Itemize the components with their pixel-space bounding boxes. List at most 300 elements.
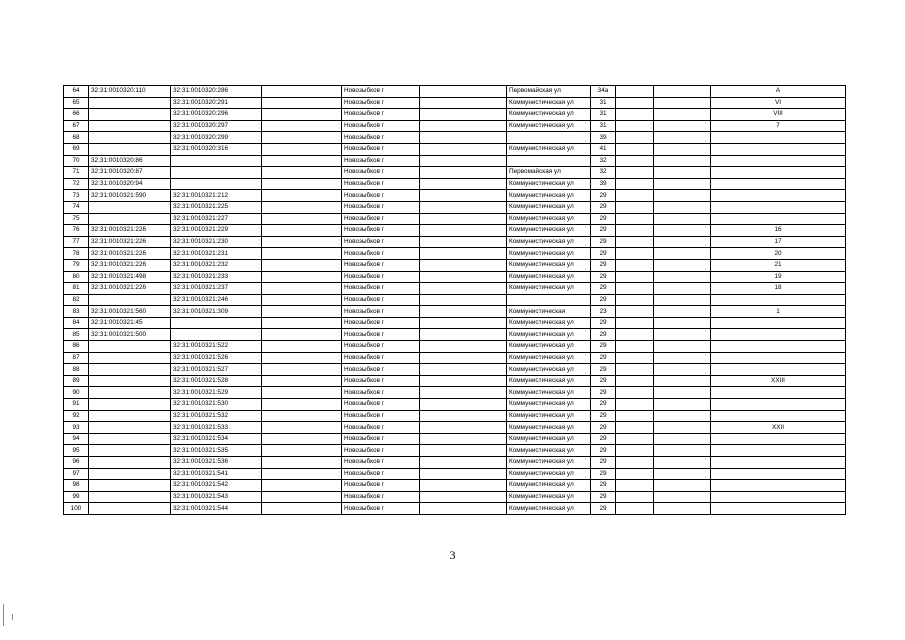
empty-cell bbox=[420, 503, 507, 515]
table-row bbox=[64, 364, 846, 376]
street-cell: Коммунистическая ул bbox=[507, 364, 591, 376]
empty-cell bbox=[616, 399, 654, 411]
house-number-cell: 29 bbox=[591, 271, 616, 283]
letter-cell bbox=[711, 433, 846, 445]
scan-edge-mark bbox=[3, 604, 4, 626]
empty-cell bbox=[420, 167, 507, 179]
city-cell: Новозыбков г bbox=[342, 306, 420, 318]
empty-cell bbox=[616, 445, 654, 457]
empty-cell bbox=[262, 86, 342, 98]
street-cell: Коммунистическая ул bbox=[507, 225, 591, 237]
house-number-cell: 34а bbox=[591, 86, 616, 98]
letter-cell: А bbox=[711, 86, 846, 98]
letter-cell: 1 bbox=[711, 306, 846, 318]
empty-cell bbox=[262, 329, 342, 341]
row-number-cell: 82 bbox=[64, 294, 89, 306]
empty-cell bbox=[262, 97, 342, 109]
street-cell: Коммунистическая ул bbox=[507, 271, 591, 283]
empty-cell bbox=[654, 410, 711, 422]
city-cell: Новозыбков г bbox=[342, 97, 420, 109]
empty-cell bbox=[420, 178, 507, 190]
empty-cell bbox=[420, 132, 507, 144]
street-cell: Коммунистическая ул bbox=[507, 97, 591, 109]
empty-cell bbox=[420, 190, 507, 202]
parcel-cadastral-number-cell bbox=[89, 468, 171, 480]
table-row bbox=[64, 457, 846, 469]
city-cell: Новозыбков г bbox=[342, 109, 420, 121]
street-cell bbox=[507, 155, 591, 167]
row-number-cell: 83 bbox=[64, 306, 89, 318]
letter-cell bbox=[711, 410, 846, 422]
empty-cell bbox=[616, 387, 654, 399]
empty-cell bbox=[654, 294, 711, 306]
building-cadastral-number-cell: 32:31:0010320:296 bbox=[171, 109, 262, 121]
letter-cell bbox=[711, 341, 846, 353]
city-cell: Новозыбков г bbox=[342, 155, 420, 167]
city-cell: Новозыбков г bbox=[342, 190, 420, 202]
empty-cell bbox=[654, 491, 711, 503]
street-cell: Коммунистическая ул bbox=[507, 329, 591, 341]
row-number-cell: 73 bbox=[64, 190, 89, 202]
table-row bbox=[64, 283, 846, 295]
street-cell: Коммунистическая ул bbox=[507, 457, 591, 469]
building-cadastral-number-cell: 32:31:0010321:544 bbox=[171, 503, 262, 515]
empty-cell bbox=[616, 213, 654, 225]
empty-cell bbox=[654, 213, 711, 225]
empty-cell bbox=[262, 364, 342, 376]
empty-cell bbox=[616, 86, 654, 98]
empty-cell bbox=[420, 109, 507, 121]
empty-cell bbox=[654, 190, 711, 202]
letter-cell: 21 bbox=[711, 259, 846, 271]
city-cell: Новозыбков г bbox=[342, 457, 420, 469]
row-number-cell: 99 bbox=[64, 491, 89, 503]
building-cadastral-number-cell: 32:31:0010321:229 bbox=[171, 225, 262, 237]
empty-cell bbox=[616, 306, 654, 318]
table-row bbox=[64, 433, 846, 445]
empty-cell bbox=[616, 283, 654, 295]
empty-cell bbox=[262, 259, 342, 271]
street-cell: Коммунистическая ул bbox=[507, 178, 591, 190]
building-cadastral-number-cell: 32:31:0010321:532 bbox=[171, 410, 262, 422]
house-number-cell: 29 bbox=[591, 375, 616, 387]
row-number-cell: 94 bbox=[64, 433, 89, 445]
letter-cell bbox=[711, 364, 846, 376]
letter-cell bbox=[711, 178, 846, 190]
empty-cell bbox=[420, 213, 507, 225]
empty-cell bbox=[262, 236, 342, 248]
city-cell: Новозыбков г bbox=[342, 167, 420, 179]
street-cell: Коммунистическая ул bbox=[507, 341, 591, 353]
table-row bbox=[64, 190, 846, 202]
street-cell: Коммунистическая ул bbox=[507, 491, 591, 503]
city-cell: Новозыбков г bbox=[342, 329, 420, 341]
empty-cell bbox=[654, 201, 711, 213]
letter-cell bbox=[711, 480, 846, 492]
house-number-cell: 29 bbox=[591, 329, 616, 341]
house-number-cell: 41 bbox=[591, 143, 616, 155]
empty-cell bbox=[654, 259, 711, 271]
empty-cell bbox=[616, 364, 654, 376]
registry-table-body bbox=[64, 86, 846, 515]
empty-cell bbox=[654, 375, 711, 387]
letter-cell bbox=[711, 468, 846, 480]
empty-cell bbox=[262, 399, 342, 411]
parcel-cadastral-number-cell bbox=[89, 352, 171, 364]
house-number-cell: 29 bbox=[591, 248, 616, 260]
row-number-cell: 71 bbox=[64, 167, 89, 179]
empty-cell bbox=[420, 317, 507, 329]
building-cadastral-number-cell: 32:31:0010321:534 bbox=[171, 433, 262, 445]
city-cell: Новозыбков г bbox=[342, 422, 420, 434]
table-row bbox=[64, 225, 846, 237]
empty-cell bbox=[262, 271, 342, 283]
table-row bbox=[64, 248, 846, 260]
letter-cell bbox=[711, 294, 846, 306]
empty-cell bbox=[616, 480, 654, 492]
empty-cell bbox=[654, 86, 711, 98]
letter-cell bbox=[711, 445, 846, 457]
table-row bbox=[64, 271, 846, 283]
parcel-cadastral-number-cell: 32:31:0010320:94 bbox=[89, 178, 171, 190]
row-number-cell: 79 bbox=[64, 259, 89, 271]
empty-cell bbox=[420, 225, 507, 237]
empty-cell bbox=[420, 364, 507, 376]
empty-cell bbox=[420, 433, 507, 445]
row-number-cell: 64 bbox=[64, 86, 89, 98]
letter-cell bbox=[711, 387, 846, 399]
empty-cell bbox=[616, 155, 654, 167]
letter-cell: XXIII bbox=[711, 375, 846, 387]
empty-cell bbox=[420, 294, 507, 306]
letter-cell bbox=[711, 329, 846, 341]
letter-cell bbox=[711, 399, 846, 411]
row-number-cell: 96 bbox=[64, 457, 89, 469]
city-cell: Новозыбков г bbox=[342, 283, 420, 295]
empty-cell bbox=[654, 387, 711, 399]
table-row bbox=[64, 120, 846, 132]
parcel-cadastral-number-cell bbox=[89, 445, 171, 457]
row-number-cell: 76 bbox=[64, 225, 89, 237]
table-row bbox=[64, 445, 846, 457]
street-cell: Коммунистическая ул bbox=[507, 503, 591, 515]
empty-cell bbox=[654, 480, 711, 492]
empty-cell bbox=[654, 433, 711, 445]
empty-cell bbox=[654, 248, 711, 260]
building-cadastral-number-cell: 32:31:0010321:535 bbox=[171, 445, 262, 457]
house-number-cell: 29 bbox=[591, 352, 616, 364]
empty-cell bbox=[262, 201, 342, 213]
empty-cell bbox=[654, 143, 711, 155]
city-cell: Новозыбков г bbox=[342, 294, 420, 306]
parcel-cadastral-number-cell: 32:31:0010321:226 bbox=[89, 259, 171, 271]
table-row bbox=[64, 306, 846, 318]
letter-cell bbox=[711, 190, 846, 202]
parcel-cadastral-number-cell: 32:31:0010321:500 bbox=[89, 329, 171, 341]
empty-cell bbox=[616, 503, 654, 515]
letter-cell: VIII bbox=[711, 109, 846, 121]
letter-cell: 16 bbox=[711, 225, 846, 237]
house-number-cell: 29 bbox=[591, 190, 616, 202]
parcel-cadastral-number-cell: 32:31:0010320:110 bbox=[89, 86, 171, 98]
row-number-cell: 70 bbox=[64, 155, 89, 167]
parcel-cadastral-number-cell: 32:31:0010320:86 bbox=[89, 155, 171, 167]
building-cadastral-number-cell: 32:31:0010321:530 bbox=[171, 399, 262, 411]
empty-cell bbox=[262, 503, 342, 515]
empty-cell bbox=[262, 468, 342, 480]
row-number-cell: 89 bbox=[64, 375, 89, 387]
row-number-cell: 88 bbox=[64, 364, 89, 376]
letter-cell bbox=[711, 132, 846, 144]
empty-cell bbox=[616, 201, 654, 213]
table-row bbox=[64, 480, 846, 492]
house-number-cell: 29 bbox=[591, 480, 616, 492]
parcel-cadastral-number-cell: 32:31:0010321:226 bbox=[89, 236, 171, 248]
city-cell: Новозыбков г bbox=[342, 143, 420, 155]
street-cell bbox=[507, 294, 591, 306]
empty-cell bbox=[654, 317, 711, 329]
registry-table bbox=[63, 85, 846, 515]
parcel-cadastral-number-cell bbox=[89, 132, 171, 144]
empty-cell bbox=[420, 201, 507, 213]
letter-cell: 7 bbox=[711, 120, 846, 132]
city-cell: Новозыбков г bbox=[342, 317, 420, 329]
row-number-cell: 84 bbox=[64, 317, 89, 329]
table-row bbox=[64, 109, 846, 121]
city-cell: Новозыбков г bbox=[342, 445, 420, 457]
empty-cell bbox=[654, 236, 711, 248]
empty-cell bbox=[262, 225, 342, 237]
empty-cell bbox=[420, 329, 507, 341]
letter-cell bbox=[711, 503, 846, 515]
parcel-cadastral-number-cell bbox=[89, 109, 171, 121]
parcel-cadastral-number-cell bbox=[89, 143, 171, 155]
street-cell: Коммунистическая ул bbox=[507, 410, 591, 422]
row-number-cell: 66 bbox=[64, 109, 89, 121]
house-number-cell: 29 bbox=[591, 283, 616, 295]
parcel-cadastral-number-cell bbox=[89, 120, 171, 132]
building-cadastral-number-cell: 32:31:0010321:529 bbox=[171, 387, 262, 399]
building-cadastral-number-cell: 32:31:0010321:227 bbox=[171, 213, 262, 225]
house-number-cell: 32 bbox=[591, 167, 616, 179]
empty-cell bbox=[262, 120, 342, 132]
house-number-cell: 29 bbox=[591, 468, 616, 480]
empty-cell bbox=[616, 167, 654, 179]
empty-cell bbox=[654, 271, 711, 283]
letter-cell: 18 bbox=[711, 283, 846, 295]
city-cell: Новозыбков г bbox=[342, 410, 420, 422]
empty-cell bbox=[262, 143, 342, 155]
city-cell: Новозыбков г bbox=[342, 375, 420, 387]
empty-cell bbox=[420, 341, 507, 353]
city-cell: Новозыбков г bbox=[342, 225, 420, 237]
city-cell: Новозыбков г bbox=[342, 480, 420, 492]
table-row bbox=[64, 375, 846, 387]
building-cadastral-number-cell: 32:31:0010321:225 bbox=[171, 201, 262, 213]
street-cell: Коммунистическая ул bbox=[507, 248, 591, 260]
city-cell: Новозыбков г bbox=[342, 387, 420, 399]
street-cell: Коммунистическая ул bbox=[507, 387, 591, 399]
row-number-cell: 90 bbox=[64, 387, 89, 399]
empty-cell bbox=[654, 457, 711, 469]
letter-cell: XXII bbox=[711, 422, 846, 434]
street-cell: Коммунистическая ул bbox=[507, 143, 591, 155]
empty-cell bbox=[616, 271, 654, 283]
empty-cell bbox=[262, 132, 342, 144]
empty-cell bbox=[616, 236, 654, 248]
parcel-cadastral-number-cell bbox=[89, 422, 171, 434]
building-cadastral-number-cell: 32:31:0010321:309 bbox=[171, 306, 262, 318]
parcel-cadastral-number-cell: 32:31:0010321:560 bbox=[89, 306, 171, 318]
row-number-cell: 72 bbox=[64, 178, 89, 190]
table-row bbox=[64, 503, 846, 515]
city-cell: Новозыбков г bbox=[342, 503, 420, 515]
empty-cell bbox=[262, 387, 342, 399]
parcel-cadastral-number-cell bbox=[89, 201, 171, 213]
empty-cell bbox=[420, 422, 507, 434]
empty-cell bbox=[262, 445, 342, 457]
empty-cell bbox=[262, 155, 342, 167]
empty-cell bbox=[616, 433, 654, 445]
parcel-cadastral-number-cell bbox=[89, 503, 171, 515]
empty-cell bbox=[420, 410, 507, 422]
table-row bbox=[64, 86, 846, 98]
empty-cell bbox=[616, 97, 654, 109]
street-cell: Коммунистическая ул bbox=[507, 201, 591, 213]
city-cell: Новозыбков г bbox=[342, 120, 420, 132]
empty-cell bbox=[262, 109, 342, 121]
street-cell: Первомайская ул bbox=[507, 86, 591, 98]
empty-cell bbox=[420, 468, 507, 480]
row-number-cell: 78 bbox=[64, 248, 89, 260]
parcel-cadastral-number-cell bbox=[89, 491, 171, 503]
empty-cell bbox=[616, 352, 654, 364]
house-number-cell: 29 bbox=[591, 399, 616, 411]
letter-cell bbox=[711, 201, 846, 213]
table-row bbox=[64, 178, 846, 190]
city-cell: Новозыбков г bbox=[342, 248, 420, 260]
letter-cell bbox=[711, 143, 846, 155]
letter-cell: VI bbox=[711, 97, 846, 109]
house-number-cell: 29 bbox=[591, 259, 616, 271]
building-cadastral-number-cell bbox=[171, 178, 262, 190]
table-row bbox=[64, 468, 846, 480]
parcel-cadastral-number-cell bbox=[89, 399, 171, 411]
empty-cell bbox=[616, 143, 654, 155]
empty-cell bbox=[616, 294, 654, 306]
empty-cell bbox=[654, 422, 711, 434]
empty-cell bbox=[654, 178, 711, 190]
empty-cell bbox=[654, 329, 711, 341]
street-cell: Первомайская ул bbox=[507, 167, 591, 179]
city-cell: Новозыбков г bbox=[342, 433, 420, 445]
city-cell: Новозыбков г bbox=[342, 468, 420, 480]
empty-cell bbox=[654, 503, 711, 515]
city-cell: Новозыбков г bbox=[342, 178, 420, 190]
letter-cell bbox=[711, 457, 846, 469]
empty-cell bbox=[262, 375, 342, 387]
house-number-cell: 29 bbox=[591, 457, 616, 469]
house-number-cell: 29 bbox=[591, 213, 616, 225]
street-cell: Коммунистическая ул bbox=[507, 422, 591, 434]
city-cell: Новозыбков г bbox=[342, 271, 420, 283]
empty-cell bbox=[262, 422, 342, 434]
empty-cell bbox=[654, 97, 711, 109]
parcel-cadastral-number-cell bbox=[89, 364, 171, 376]
row-number-cell: 85 bbox=[64, 329, 89, 341]
table-row bbox=[64, 259, 846, 271]
empty-cell bbox=[616, 317, 654, 329]
table-row bbox=[64, 132, 846, 144]
building-cadastral-number-cell: 32:31:0010321:233 bbox=[171, 271, 262, 283]
letter-cell bbox=[711, 352, 846, 364]
city-cell: Новозыбков г bbox=[342, 259, 420, 271]
empty-cell bbox=[616, 190, 654, 202]
row-number-cell: 74 bbox=[64, 201, 89, 213]
building-cadastral-number-cell: 32:31:0010321:541 bbox=[171, 468, 262, 480]
table-row bbox=[64, 155, 846, 167]
table-row bbox=[64, 387, 846, 399]
street-cell: Коммунистическая ул bbox=[507, 109, 591, 121]
registry-table-wrapper bbox=[63, 85, 845, 515]
empty-cell bbox=[420, 457, 507, 469]
page-number: 3 bbox=[449, 548, 456, 562]
house-number-cell: 29 bbox=[591, 341, 616, 353]
empty-cell bbox=[616, 410, 654, 422]
house-number-cell: 31 bbox=[591, 109, 616, 121]
letter-cell: 19 bbox=[711, 271, 846, 283]
table-row bbox=[64, 294, 846, 306]
row-number-cell: 86 bbox=[64, 341, 89, 353]
scan-edge-mark bbox=[12, 614, 13, 620]
building-cadastral-number-cell: 32:31:0010320:297 bbox=[171, 120, 262, 132]
empty-cell bbox=[654, 468, 711, 480]
empty-cell bbox=[262, 410, 342, 422]
street-cell: Коммунистическая ул bbox=[507, 259, 591, 271]
house-number-cell: 29 bbox=[591, 422, 616, 434]
building-cadastral-number-cell: 32:31:0010321:231 bbox=[171, 248, 262, 260]
table-row bbox=[64, 341, 846, 353]
empty-cell bbox=[654, 399, 711, 411]
empty-cell bbox=[616, 329, 654, 341]
empty-cell bbox=[262, 352, 342, 364]
table-row bbox=[64, 410, 846, 422]
building-cadastral-number-cell bbox=[171, 155, 262, 167]
building-cadastral-number-cell: 32:31:0010321:527 bbox=[171, 364, 262, 376]
empty-cell bbox=[616, 375, 654, 387]
building-cadastral-number-cell: 32:31:0010321:212 bbox=[171, 190, 262, 202]
house-number-cell: 23 bbox=[591, 306, 616, 318]
empty-cell bbox=[262, 433, 342, 445]
empty-cell bbox=[262, 491, 342, 503]
empty-cell bbox=[654, 120, 711, 132]
street-cell: Коммунистическая bbox=[507, 306, 591, 318]
empty-cell bbox=[420, 352, 507, 364]
table-row bbox=[64, 491, 846, 503]
street-cell: Коммунистическая ул bbox=[507, 468, 591, 480]
empty-cell bbox=[262, 213, 342, 225]
letter-cell bbox=[711, 213, 846, 225]
empty-cell bbox=[262, 167, 342, 179]
empty-cell bbox=[616, 468, 654, 480]
empty-cell bbox=[654, 352, 711, 364]
row-number-cell: 91 bbox=[64, 399, 89, 411]
row-number-cell: 87 bbox=[64, 352, 89, 364]
empty-cell bbox=[420, 399, 507, 411]
street-cell: Коммунистическая ул bbox=[507, 352, 591, 364]
empty-cell bbox=[262, 341, 342, 353]
empty-cell bbox=[420, 283, 507, 295]
